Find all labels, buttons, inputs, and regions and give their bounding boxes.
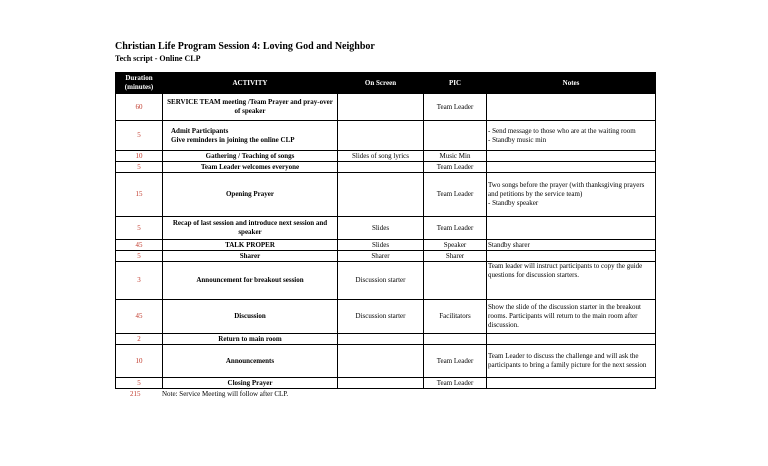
cell-notes: - Send message to those who are at the waiting room - Standby music min [487,121,656,151]
header-duration: Duration (minutes) [116,73,163,94]
cell-pic: Team Leader [424,345,487,378]
cell-pic: Sharer [424,251,487,262]
cell-pic: Team Leader [424,217,487,240]
document-subtitle: Tech script - Online CLP [115,54,201,63]
table-row [116,262,656,300]
table-row [116,345,656,378]
cell-on-screen [338,378,424,389]
cell-pic: Team Leader [424,173,487,217]
table-row [116,151,656,162]
header-pic: PIC [424,73,487,94]
schedule-table [115,72,656,389]
table-row [116,94,656,121]
header-on-screen: On Screen [338,73,424,94]
document-title: Christian Life Program Session 4: Loving God and Neighbor [115,41,375,52]
table-row [116,300,656,334]
cell-pic [424,121,487,151]
cell-activity: Sharer [163,251,338,262]
cell-on-screen [338,334,424,345]
cell-activity: Team Leader welcomes everyone [163,162,338,173]
table-footer [115,389,655,400]
cell-notes [487,162,656,173]
cell-activity: Discussion [163,300,338,334]
table-row [116,334,656,345]
cell-notes [487,378,656,389]
cell-duration: 3 [116,262,163,300]
cell-duration: 2 [116,334,163,345]
cell-pic: Facilitators [424,300,487,334]
cell-activity: Admit Participants Give reminders in joining the online CLP [163,121,338,151]
cell-on-screen [338,121,424,151]
cell-activity: Recap of last session and introduce next session and speaker [163,217,338,240]
cell-on-screen: Slides [338,217,424,240]
cell-duration: 45 [116,240,163,251]
cell-notes [487,151,656,162]
cell-notes: Show the slide of the discussion starter in the breakout rooms. Participants will return to the main room after discussion. [487,300,656,334]
footer-note: Note: Service Meeting will follow after CLP. [162,390,289,398]
table-row [116,121,656,151]
cell-on-screen: Slides of song lyrics [338,151,424,162]
cell-duration: 45 [116,300,163,334]
cell-notes: Standby sharer [487,240,656,251]
cell-pic: Team Leader [424,94,487,121]
cell-activity: Gathering / Teaching of songs [163,151,338,162]
cell-pic: Team Leader [424,162,487,173]
table-header-row [116,73,656,94]
cell-activity: Announcement for breakout session [163,262,338,300]
cell-on-screen [338,173,424,217]
cell-pic: Speaker [424,240,487,251]
cell-on-screen [338,345,424,378]
cell-duration: 5 [116,217,163,240]
cell-activity: Announcements [163,345,338,378]
cell-duration: 5 [116,378,163,389]
cell-on-screen [338,162,424,173]
table-row [116,217,656,240]
cell-notes [487,94,656,121]
header-notes: Notes [487,73,656,94]
cell-activity: TALK PROPER [163,240,338,251]
cell-on-screen [338,94,424,121]
document [115,40,655,400]
cell-activity: Return to main room [163,334,338,345]
cell-on-screen: Sharer [338,251,424,262]
cell-pic [424,262,487,300]
cell-notes: Team Leader to discuss the challenge and will ask the participants to bring a family picture for the next session [487,345,656,378]
cell-notes: Two songs before the prayer (with thanksgiving prayers and petitions by the service team) - Standby speaker [487,173,656,217]
cell-duration: 60 [116,94,163,121]
cell-duration: 5 [116,121,163,151]
cell-activity: Opening Prayer [163,173,338,217]
cell-activity: Closing Prayer [163,378,338,389]
total-duration: 215 [130,390,141,398]
cell-pic: Music Min [424,151,487,162]
table-row [116,378,656,389]
table-row [116,162,656,173]
table-row [116,173,656,217]
cell-duration: 5 [116,162,163,173]
cell-duration: 15 [116,173,163,217]
cell-duration: 10 [116,151,163,162]
cell-notes [487,334,656,345]
cell-activity: SERVICE TEAM meeting /Team Prayer and pray-over of speaker [163,94,338,121]
table-row [116,251,656,262]
cell-duration: 10 [116,345,163,378]
header-activity: ACTIVITY [163,73,338,94]
table-row [116,240,656,251]
cell-on-screen: Discussion starter [338,262,424,300]
cell-on-screen: Slides [338,240,424,251]
cell-duration: 5 [116,251,163,262]
cell-notes [487,217,656,240]
cell-notes: Team leader will instruct participants to copy the guide questions for discussion starters. [487,262,656,300]
cell-pic: Team Leader [424,378,487,389]
cell-notes [487,251,656,262]
cell-pic [424,334,487,345]
cell-on-screen: Discussion starter [338,300,424,334]
